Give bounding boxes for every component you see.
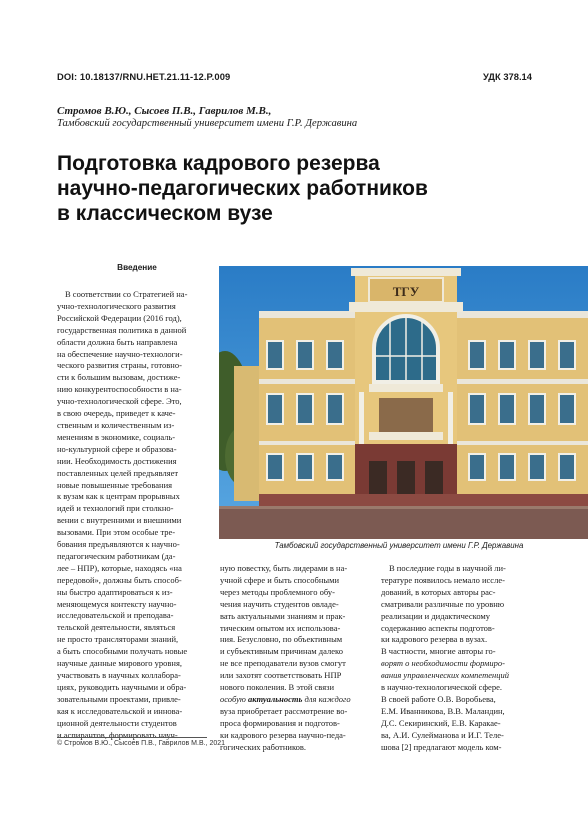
text-line: на обеспечение научно-технологи- <box>57 348 183 359</box>
text-line: поставленных целей предъявляет <box>57 467 179 478</box>
title-line: Подготовка кадрового резерва <box>57 152 380 175</box>
text-line: педагогическим работникам (да- <box>57 550 176 561</box>
text-line: гогических работников. <box>220 741 307 752</box>
body-column-1 <box>57 289 211 741</box>
text-line: в свою очередь, приведет к каче- <box>57 408 176 419</box>
text-line <box>220 694 372 706</box>
text-line: нию конкурентоспособности в на- <box>57 384 182 395</box>
text-line: вызовами. При этом особые тре- <box>57 527 176 538</box>
emphasis-term: актуальность <box>248 693 303 704</box>
text-line: ционной деятельности студентов <box>57 717 177 728</box>
text-line: содержанию аспекты подготов- <box>381 622 495 633</box>
text-line: новые повышенные требования <box>57 479 173 490</box>
text-line: дований, в которых авторы рас- <box>381 586 496 597</box>
text-line: В своей работе О.В. Воробьева, <box>381 693 496 704</box>
text-line: ки кадрового резерва в вузах. <box>381 634 488 645</box>
text-line: учно-технологического развития <box>57 300 176 311</box>
text-line: проса формирования и подготов- <box>220 717 340 728</box>
text-line: В соответствии со Стратегией на- <box>65 289 188 299</box>
text-line: зовательными проектами, привле- <box>57 693 181 704</box>
text-line: научные данные мирового уровня, <box>57 658 183 669</box>
text-line: циях, руководить научными и обра- <box>57 681 187 692</box>
text-line: менениям в экономике, социаль- <box>57 431 176 442</box>
body-column-2 <box>220 563 372 754</box>
text-line: нии. Необходимость достижения <box>57 455 177 466</box>
text-line: ния. Безусловно, по объективным <box>220 634 343 645</box>
text-line: и субъективным причинам далеко <box>220 646 343 657</box>
text-line: В частности, многие авторы го- <box>381 646 496 657</box>
text-line: вении с внутренними и внешними <box>57 515 182 526</box>
italic-term: вания управленческих компетенций <box>381 670 509 681</box>
text-fragment: для каждого <box>302 693 351 704</box>
text-line: бования предъявляются к научно- <box>57 539 180 550</box>
text-line: не все преподаватели вузов смогут <box>220 658 346 669</box>
text-line: тературе появилось немало иссле- <box>381 574 505 585</box>
text-line: вать актуальными знаниям и прак- <box>220 610 346 621</box>
text-line: области должна быть направлена <box>57 336 178 347</box>
text-line: В последние годы в научной ли- <box>389 563 506 573</box>
text-line: и аспирантов, формировать науч- <box>57 729 178 740</box>
text-line: а быть способными получать новые <box>57 646 188 657</box>
text-line: государственная политика в данной <box>57 324 187 335</box>
text-line: не просто трансляторами знаний, <box>57 634 179 645</box>
text-line: или захотят соответствовать НПР <box>220 670 342 681</box>
text-line: ческого развития страны, готовно- <box>57 360 182 371</box>
text-line: кая к исследовательской и иннова- <box>57 705 183 716</box>
title-line: в классическом вузе <box>57 202 273 225</box>
text-line: Российской Федерации (2016 год), <box>57 312 182 323</box>
text-fragment: особую <box>220 693 249 704</box>
text-line: сматривали различные по уровню <box>381 598 505 609</box>
text-line: ственным и количественным из- <box>57 419 175 430</box>
text-line: нового поколения. В этой связи <box>220 682 335 693</box>
text-line: Е.М. Иванникова, В.В. Маландин, <box>381 705 505 716</box>
text-line: реализации и дидактическому <box>381 610 491 621</box>
text-line: ную повестку, быть лидерами в на- <box>220 563 348 573</box>
text-line: в научно-технологической сфере. <box>381 682 502 693</box>
text-line: учно-технологической сфере. Это, <box>57 396 182 407</box>
text-line: участвовать в научных коллабора- <box>57 670 181 680</box>
text-line: тическим опытом их использова- <box>220 622 341 633</box>
text-line: ки кадрового резерва научно-педа- <box>220 729 346 740</box>
text-line: шова [2] предлагают модель ком- <box>381 741 502 752</box>
text-line: ны быстро адаптироваться к из- <box>57 586 173 597</box>
udk-label: УДК 378.14 <box>482 71 532 82</box>
text-line <box>381 658 531 670</box>
text-line: лее – НПР), которые, находясь «на <box>57 562 182 573</box>
photo-caption: Тамбовский государственный университет имени Г.Р. Державина <box>274 541 524 550</box>
text-line: ва, А.И. Сулейманова и И.Г. Теле- <box>381 729 504 740</box>
text-line: чения научить студентов овладе- <box>220 598 339 609</box>
text-line: но-культурной сфере и образова- <box>57 443 177 454</box>
authors-line: Стромов В.Ю., Сысоев П.В., Гаврилов М.В., <box>57 105 272 117</box>
affiliation-line: Тамбовский государственный университет имени Г.Р. Державина <box>57 118 358 129</box>
text-line: учной сфере и быть способными <box>220 574 340 585</box>
text-fragment: ворят о необходимости <box>381 658 470 669</box>
italic-term: формиро- <box>469 658 505 669</box>
body-column-3 <box>381 563 531 754</box>
text-line: к вузам как к центрам прорывных <box>57 491 180 502</box>
text-line: вуза приобретает рассмотрение во- <box>220 705 348 716</box>
text-line: идей и технологий при столкно- <box>57 503 174 514</box>
text-line: исследовательской и преподава- <box>57 610 174 621</box>
article-title <box>57 151 537 226</box>
section-heading: Введение <box>117 263 157 272</box>
text-line: меняющемуся контексту научно- <box>57 598 177 609</box>
university-building-photo <box>219 266 588 539</box>
footnote-divider <box>57 737 207 738</box>
text-line: Д.С. Секиринский, Е.В. Каракае- <box>381 717 501 728</box>
title-line: научно-педагогических работников <box>57 177 428 200</box>
text-line: тельской деятельности, являться <box>57 622 176 633</box>
doi-label: DOI: 10.18137/RNU.HET.21.11-12.P.009 <box>57 71 231 82</box>
text-line: передовой», должны быть способ- <box>57 574 182 585</box>
building-sign-text: ТГУ <box>392 284 420 299</box>
copyright-note: © Стромов В.Ю., Сысоев П.В., Гаврилов М.В., 2021 <box>57 740 226 747</box>
text-line: через методы проблемного обу- <box>220 586 335 597</box>
text-line: сти к большим вызовам, достиже- <box>57 372 181 383</box>
